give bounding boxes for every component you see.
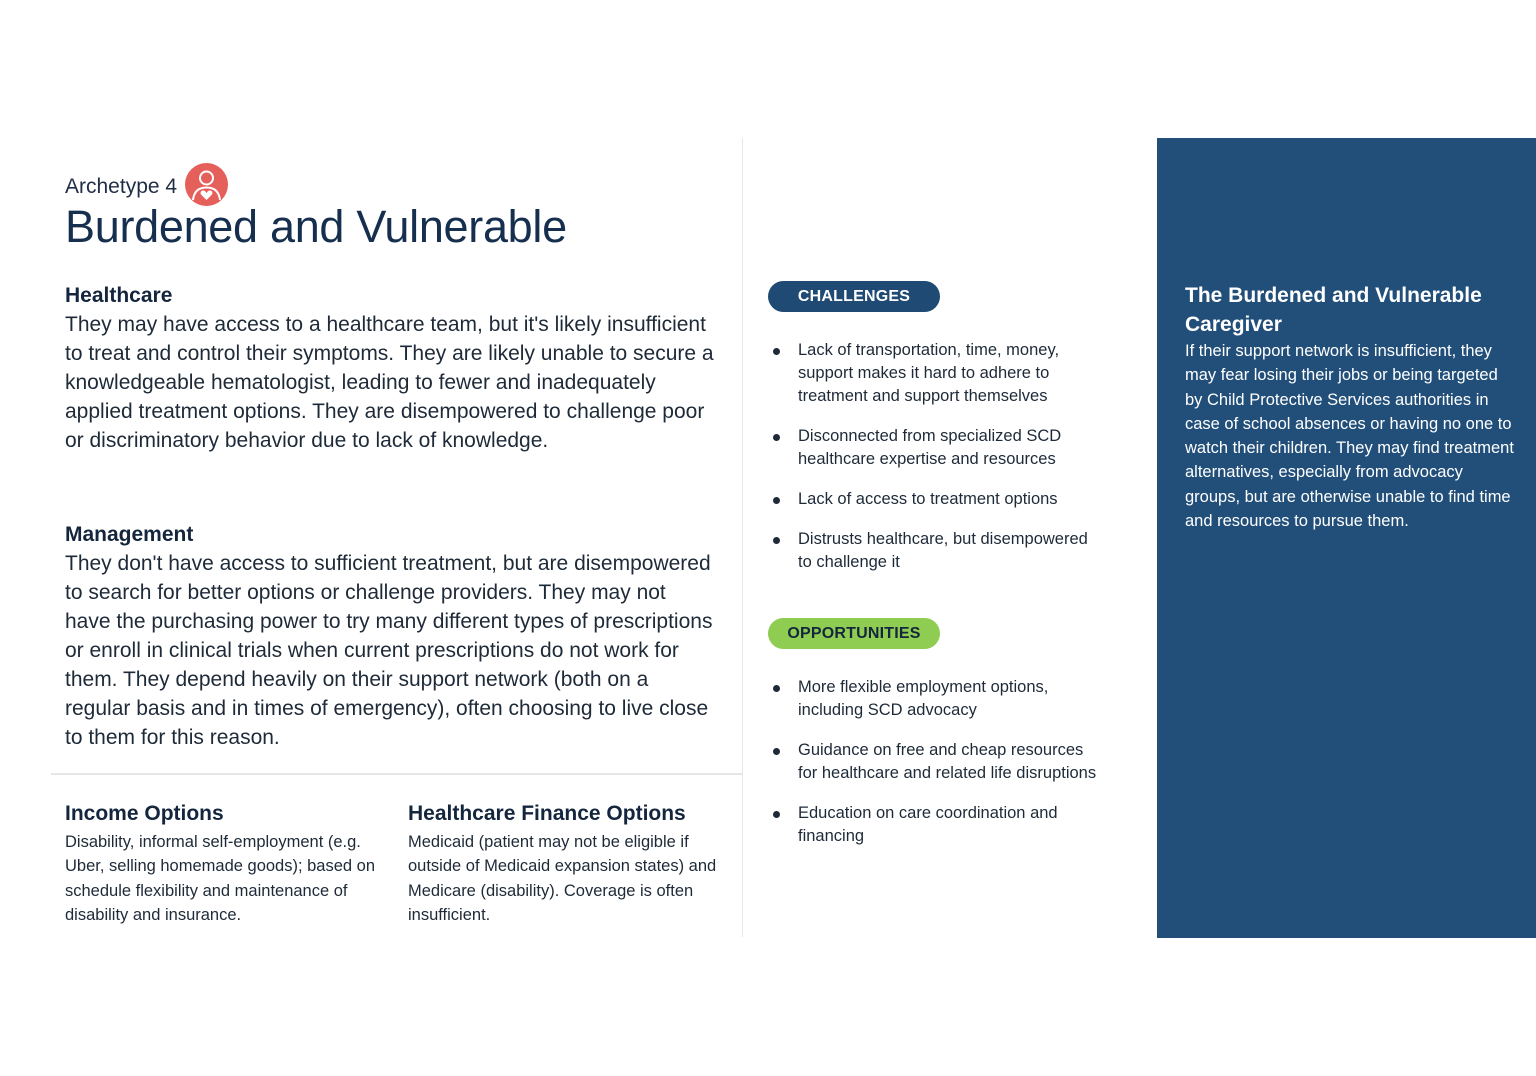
archetype-kicker: Archetype 4 <box>65 175 178 198</box>
list-item <box>768 339 1098 408</box>
income-options-text: Disability, informal self-employment (e.g. Uber, selling homemade goods); based on schedule flexibility and maintenance of disability and insurance. <box>65 833 376 924</box>
bullet-icon <box>773 497 780 504</box>
management-text: They don't have access to sufficient treatment, but are disempowered to search for better options or challenge providers. They may not have the purchasing power to try many different types of prescriptions or enroll in clinical trials when current prescriptions do not work for them. They depend heavily on their support network (both on a regular basis and in times of emergency), often choosing to live close to them for this reason. <box>65 552 713 749</box>
income-options-section <box>65 800 383 927</box>
healthcare-text: They may have access to a healthcare team, but it's likely insufficient to treat and control their symptoms. They are likely unable to secure a knowledgeable hematologist, leading to fewer and inadequately applied treatment options. They are disempowered to challenge poor or discriminatory behavior due to lack of knowledge. <box>65 313 714 452</box>
list-item-text: Lack of transportation, time, money, support makes it hard to adhere to treatment and support themselves <box>798 341 1060 405</box>
bullet-icon <box>773 348 780 355</box>
challenges-badge: CHALLENGES <box>768 281 940 312</box>
list-item-text: More flexible employment options, including SCD advocacy <box>798 678 1049 719</box>
bullet-icon <box>773 537 780 544</box>
list-item <box>768 739 1098 785</box>
opportunities-list <box>768 676 1098 865</box>
caregiver-panel-title: The Burdened and Vulnerable Caregiver <box>1185 284 1482 336</box>
list-item-text: Education on care coordination and financing <box>798 804 1058 845</box>
management-heading: Management <box>65 523 194 546</box>
bullet-icon <box>773 685 780 692</box>
vertical-divider <box>742 138 743 937</box>
list-item <box>768 676 1098 722</box>
list-item-text: Guidance on free and cheap resources for healthcare and related life disruptions <box>798 741 1097 782</box>
bullet-icon <box>773 434 780 441</box>
caregiver-panel-text: If their support network is insufficient, they may fear losing their jobs or being targeted by Child Protective Services authorities in case of school absences or having no one to watch their children. They may find treatment alternatives, especially from advocacy groups, but are otherwise unable to find time and resources to pursue them. <box>1185 342 1514 531</box>
list-item <box>768 528 1098 574</box>
page-title: Burdened and Vulnerable <box>65 201 567 252</box>
management-section <box>65 521 715 752</box>
bullet-icon <box>773 811 780 818</box>
list-item <box>768 425 1098 471</box>
list-item-text: Lack of access to treatment options <box>798 490 1058 508</box>
list-item-text: Distrusts healthcare, but disempowered to challenge it <box>798 530 1088 571</box>
income-options-heading: Income Options <box>65 802 224 825</box>
healthcare-section <box>65 282 715 455</box>
list-item <box>768 488 1098 511</box>
finance-options-section <box>408 800 718 927</box>
healthcare-heading: Healthcare <box>65 284 173 307</box>
caregiver-panel <box>1157 138 1536 938</box>
bullet-icon <box>773 748 780 755</box>
list-item <box>768 802 1098 848</box>
finance-options-text: Medicaid (patient may not be eligible if outside of Medicaid expansion states) and Medicare (disability). Coverage is often insufficient. <box>408 833 717 924</box>
finance-options-heading: Healthcare Finance Options <box>408 802 686 825</box>
challenges-list <box>768 339 1098 591</box>
list-item-text: Disconnected from specialized SCD healthcare expertise and resources <box>798 427 1062 468</box>
opportunities-badge: OPPORTUNITIES <box>768 618 940 649</box>
horizontal-divider <box>51 773 742 775</box>
